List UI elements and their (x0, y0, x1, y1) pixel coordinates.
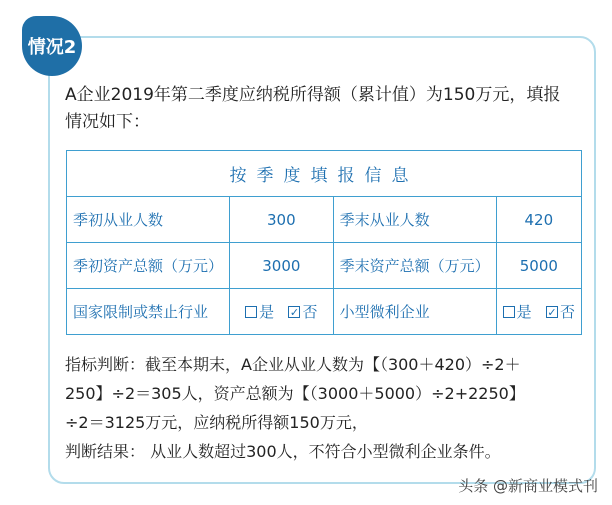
conclusion-line-1: 指标判断：截至本期末，A企业从业人数为【（300＋420）÷2＋ (65, 355, 521, 374)
conclusion-line-2: 250】÷2＝305人，资产总额为【（3000＋5000）÷2+2250】 (65, 384, 525, 403)
row2-value-left: 3000 (230, 243, 334, 289)
watermark: 头条 @新商业模式刊 (458, 477, 598, 495)
conclusion-text (65, 350, 585, 466)
table-header: 按季度填报信息 (67, 151, 582, 197)
row1-label-left: 季初从业人数 (67, 197, 230, 243)
small-profit-yes-label: 是 (516, 303, 532, 321)
intro-line-1: A企业2019年第二季度应纳税所得额（累计值）为150万元，填报 (65, 85, 561, 105)
restricted-no-checkbox[interactable]: ✓ (289, 305, 300, 319)
row2-label-left: 季初资产总额（万元） (67, 243, 230, 289)
quarterly-info-table (66, 150, 582, 335)
restricted-yes-checkbox[interactable] (245, 306, 257, 318)
row2-label-right: 季末资产总额（万元） (333, 243, 496, 289)
table-row (67, 289, 582, 335)
conclusion-line-4: 判断结果： 从业人数超过300人，不符合小型微利企业条件。 (65, 442, 501, 461)
small-profit-no-label: 否 (559, 303, 575, 321)
row2-value-right: 5000 (496, 243, 581, 289)
small-profit-yes-checkbox[interactable] (503, 306, 515, 318)
row1-label-right: 季末从业人数 (333, 197, 496, 243)
table-row (67, 243, 582, 289)
row3-label-right: 小型微利企业 (333, 289, 496, 335)
restricted-no-label: 否 (302, 303, 318, 321)
conclusion-line-3: ÷2＝3125万元，应纳税所得额150万元， (65, 413, 368, 432)
row1-value-right: 420 (496, 197, 581, 243)
small-profit-checkboxes (496, 289, 581, 335)
case-badge: 情况2 (22, 16, 82, 76)
small-profit-no-checkbox[interactable]: ✓ (547, 305, 557, 319)
restricted-yes-label: 是 (259, 303, 275, 321)
row1-value-left: 300 (230, 197, 334, 243)
intro-text (65, 82, 585, 136)
table-row (67, 197, 582, 243)
restricted-industry-checkboxes (230, 289, 334, 335)
intro-line-2: 情况如下： (65, 112, 150, 132)
row3-label-left: 国家限制或禁止行业 (67, 289, 230, 335)
